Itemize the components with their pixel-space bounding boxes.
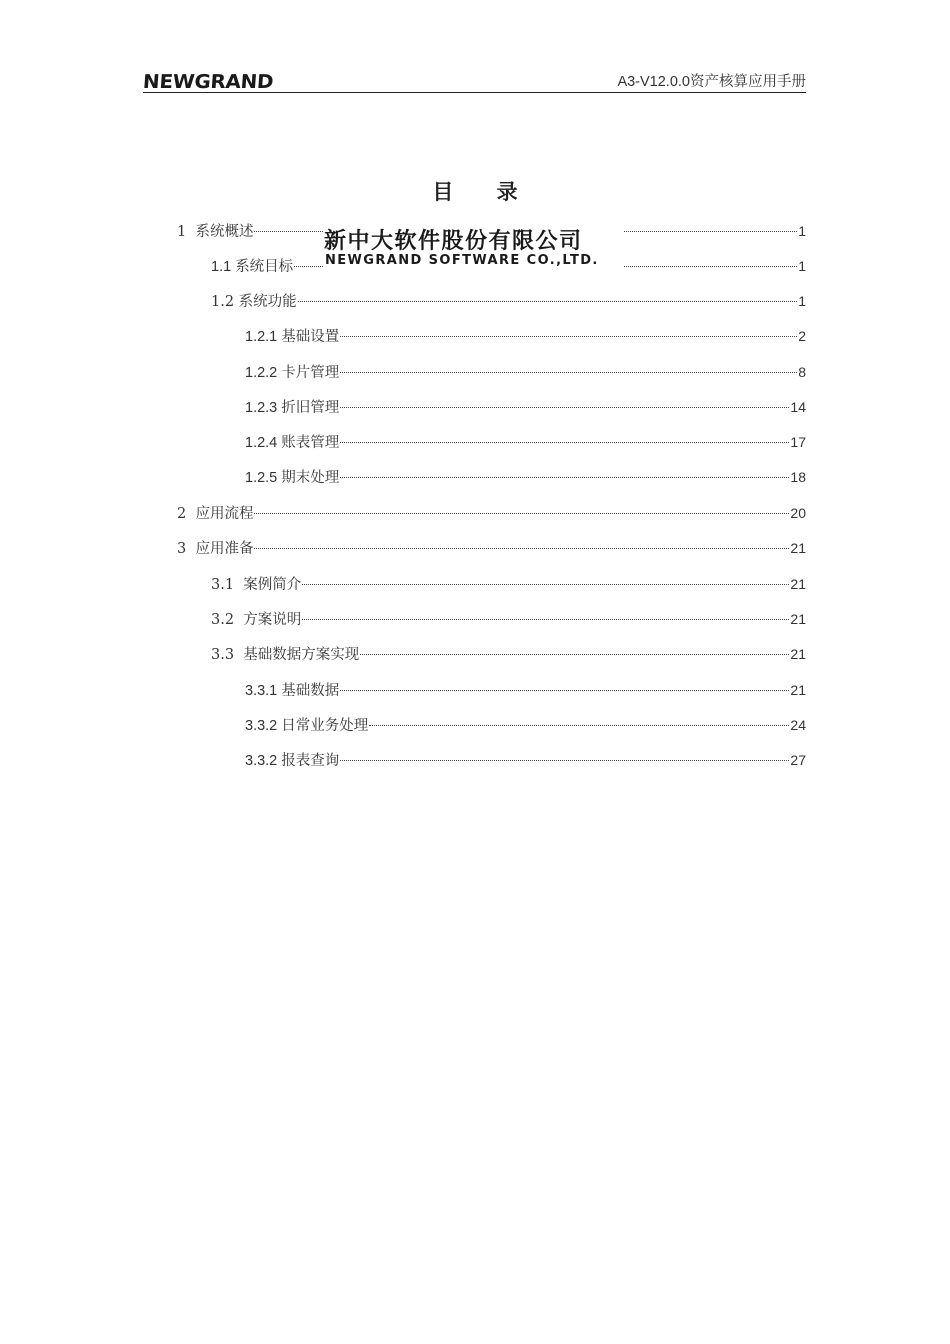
- toc-leader-dots: [340, 372, 797, 373]
- toc-entry-3-3-2[interactable]: [245, 714, 806, 738]
- document-title: A3-V12.0.0资产核算应用手册: [617, 74, 806, 90]
- toc-leader-dots: [340, 336, 797, 337]
- toc-entry-number: 3.3.2: [245, 753, 282, 769]
- toc-entry-label: 方案说明: [243, 612, 302, 628]
- toc-leader-dots: [340, 760, 789, 761]
- toc-entry-number: 3.3.1: [245, 683, 282, 699]
- toc-entry-page: 21: [790, 540, 806, 556]
- toc-leader-dots: [254, 513, 789, 514]
- toc-entry-number: 1.2.3: [245, 400, 282, 416]
- toc-entry-label: 系统功能: [238, 294, 297, 310]
- toc-entry-label: 卡片管理: [281, 365, 340, 381]
- toc-entry-page: 2: [798, 328, 806, 344]
- toc-entry-label: 基础设置: [281, 329, 340, 345]
- watermark-company-cn: 新中大软件股份有限公司: [324, 229, 583, 254]
- toc-entry-page: 8: [798, 364, 806, 380]
- toc-entry-3-3-2-reports[interactable]: [245, 749, 806, 773]
- toc-entry-3-1[interactable]: [211, 573, 806, 597]
- toc-entry-1-2-3[interactable]: [245, 396, 806, 420]
- toc-entry-3-3-1[interactable]: [245, 679, 806, 703]
- toc-entry-number: 1.2.4: [245, 435, 282, 451]
- toc-entry-3-3[interactable]: [211, 643, 806, 667]
- toc-leader-dots: [369, 725, 789, 726]
- toc-entry-label: 基础数据方案实现: [243, 647, 360, 663]
- toc-entry-number: 1.2.5: [245, 470, 282, 486]
- toc-leader-dots: [302, 619, 789, 620]
- toc-leader-dots: [298, 301, 798, 302]
- toc-entry-page: 21: [790, 611, 806, 627]
- toc-entry-number: 1.2.1: [245, 329, 282, 345]
- toc-entry-page: 21: [790, 682, 806, 698]
- toc-entry-number: 3.3.2: [245, 718, 282, 734]
- toc-entry-page: 20: [790, 505, 806, 521]
- toc-leader-dots: [340, 690, 789, 691]
- toc-entry-number: 3.3: [211, 647, 244, 663]
- toc-entry-page: 27: [790, 752, 806, 768]
- toc-leader-dots: [340, 407, 789, 408]
- toc-entry-number: 1.2.2: [245, 365, 282, 381]
- toc-entry-3[interactable]: [177, 537, 806, 561]
- toc-entry-page: 1: [798, 223, 806, 239]
- toc-entry-label: 报表查询: [281, 753, 340, 769]
- toc-entry-2[interactable]: [177, 502, 806, 526]
- toc-entry-label: 案例简介: [243, 577, 302, 593]
- toc-entry-number: 3.2: [211, 612, 244, 628]
- toc-entry-1-2-1[interactable]: [245, 325, 806, 349]
- toc-leader-dots: [360, 654, 789, 655]
- toc-entry-label: 日常业务处理: [281, 718, 369, 734]
- toc-entry-label: 期末处理: [281, 470, 340, 486]
- toc-entry-1-2[interactable]: [211, 290, 806, 314]
- toc-entry-page: 1: [798, 258, 806, 274]
- toc-entry-label: 应用准备: [195, 541, 254, 557]
- toc-leader-dots: [302, 584, 789, 585]
- toc-entry-number: 3.1: [211, 577, 244, 593]
- toc-entry-1-2-4[interactable]: [245, 431, 806, 455]
- toc-entry-number: 3: [177, 541, 196, 557]
- toc-leader-dots: [340, 442, 789, 443]
- toc-entry-page: 21: [790, 576, 806, 592]
- toc-entry-page: 18: [790, 469, 806, 485]
- toc-entry-label: 应用流程: [195, 506, 254, 522]
- toc-entry-number: 2: [177, 506, 196, 522]
- watermark-company-en: NEWGRAND SOFTWARE CO.,LTD.: [325, 253, 599, 268]
- toc-heading: 目 录: [432, 179, 536, 204]
- toc-entry-page: 14: [790, 399, 806, 415]
- toc-entry-label: 基础数据: [281, 683, 340, 699]
- toc-entry-page: 24: [790, 717, 806, 733]
- toc-entry-page: 17: [790, 434, 806, 450]
- newgrand-logo: NEWGRAND: [142, 71, 275, 93]
- toc-entry-3-2[interactable]: [211, 608, 806, 632]
- toc-entry-number: 1.2: [211, 294, 239, 310]
- toc-entry-number: 1.1: [211, 259, 236, 275]
- page-header: [143, 66, 806, 93]
- toc-entry-page: 1: [798, 293, 806, 309]
- company-watermark: [323, 222, 623, 272]
- toc-leader-dots: [254, 548, 789, 549]
- toc-entry-1-2-5[interactable]: [245, 466, 806, 490]
- toc-entry-label: 账表管理: [281, 435, 340, 451]
- toc-leader-dots: [340, 477, 789, 478]
- toc-entry-number: 1: [177, 224, 196, 240]
- toc-entry-label: 折旧管理: [281, 400, 340, 416]
- toc-entry-label: 系统目标: [235, 259, 294, 275]
- toc-entry-page: 21: [790, 646, 806, 662]
- toc-entry-1-2-2[interactable]: [245, 361, 806, 385]
- toc-entry-label: 系统概述: [195, 224, 254, 240]
